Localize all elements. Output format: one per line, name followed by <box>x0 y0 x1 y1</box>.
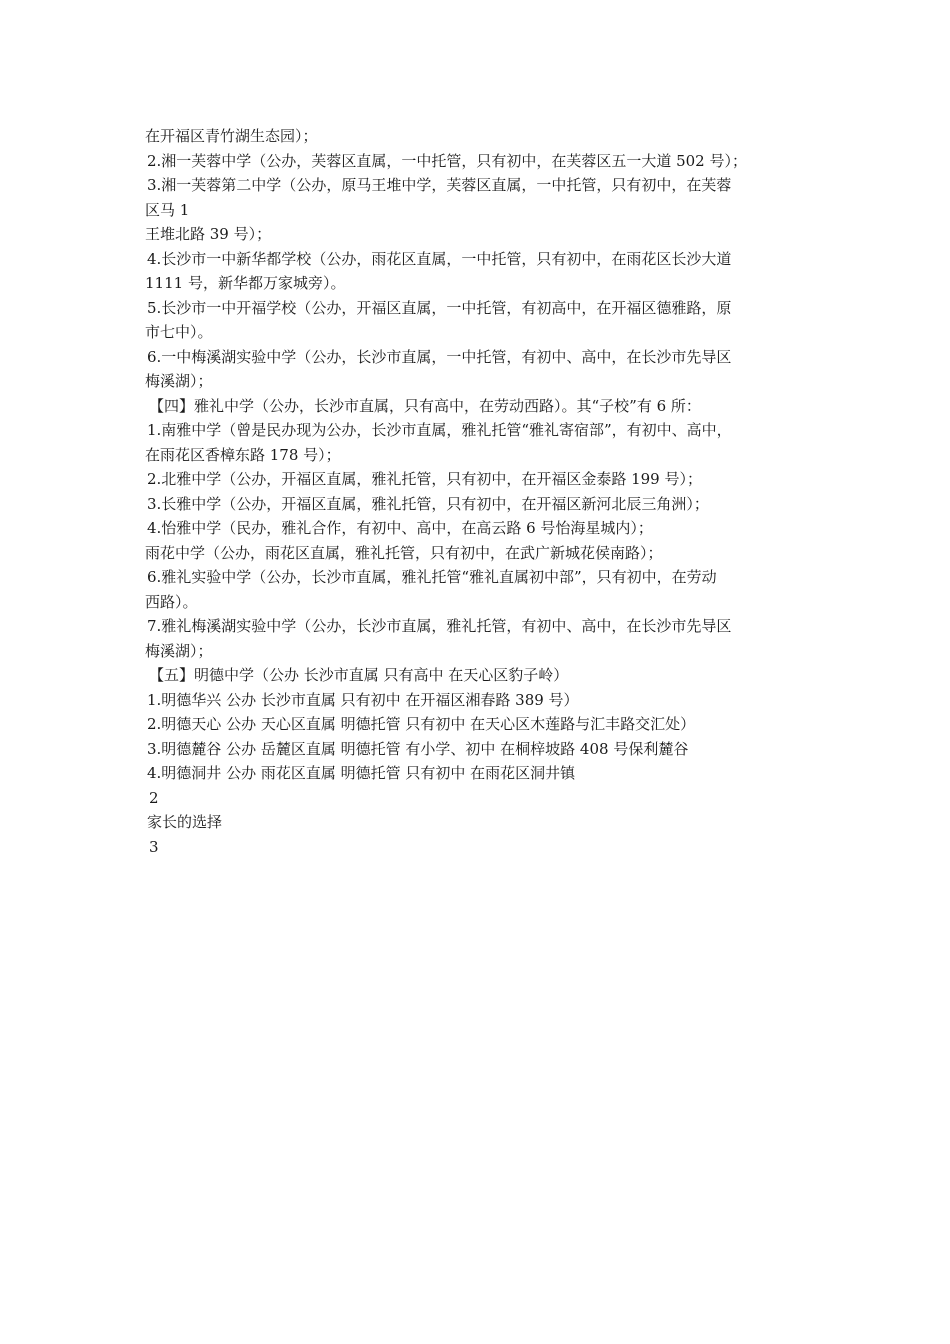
text-line: 4.明德洞井 公办 雨花区直属 明德托管 只有初中 在雨花区洞井镇 <box>147 764 576 782</box>
text-line: 1.南雅中学（曾是民办现为公办，长沙市直属，雅礼托管“雅礼寄宿部”，有初中、高中， <box>147 421 732 439</box>
text-line: 在雨花区香樟东路 178 号）； <box>145 445 341 464</box>
document-body <box>145 124 825 859</box>
text-line: 3.湘一芙蓉第二中学（公办，原马王堆中学，芙蓉区直属，一中托管，只有初中，在芙蓉 <box>147 176 732 194</box>
section-number: 3 <box>149 837 159 856</box>
text-line: 3.明德麓谷 公办 岳麓区直属 明德托管 有小学、初中 在桐梓坡路 408 号保利麓谷 <box>147 739 689 758</box>
text-line: 在开福区青竹湖生态园）； <box>145 127 318 145</box>
section-title: 家长的选择 <box>147 813 223 831</box>
text-line: 区马 1 <box>145 200 190 219</box>
text-line: 梅溪湖）； <box>145 641 213 660</box>
text-line: 1111 号，新华都万家城旁）。 <box>145 274 346 292</box>
text-line: 4.长沙市一中新华都学校（公办，雨花区直属，一中托管，只有初中，在雨花区长沙大道 <box>147 249 732 268</box>
section-heading: 【五】明德中学（公办 长沙市直属 只有高中 在天心区豹子岭） <box>149 666 569 684</box>
section-number: 2 <box>149 788 159 807</box>
text-line: 4.怡雅中学（民办，雅礼合作，有初中、高中，在高云路 6 号怡海星城内）； <box>147 519 653 537</box>
text-line: 1.明德华兴 公办 长沙市直属 只有初中 在开福区湘春路 389 号） <box>147 690 579 709</box>
text-line: 3.长雅中学（公办，开福区直属，雅礼托管，只有初中，在开福区新河北辰三角洲）； <box>147 494 709 513</box>
text-line: 2.北雅中学（公办，开福区直属，雅礼托管，只有初中，在开福区金泰路 199 号）； <box>147 470 702 488</box>
text-line: 6.一中梅溪湖实验中学（公办，长沙市直属，一中托管，有初中、高中，在长沙市先导区 <box>147 347 732 366</box>
text-line: 2.明德天心 公办 天心区直属 明德托管 只有初中 在天心区木莲路与汇丰路交汇处） <box>147 715 696 733</box>
section-heading: 【四】雅礼中学（公办，长沙市直属，只有高中，在劳动西路）。其“子校”有 6 所： <box>149 396 701 415</box>
text-line: 6.雅礼实验中学（公办，长沙市直属，雅礼托管“雅礼直属初中部”，只有初中，在劳动 <box>147 568 717 586</box>
text-line: 梅溪湖）； <box>145 372 213 390</box>
text-line: 西路）。 <box>145 592 198 611</box>
text-line: 雨花中学（公办，雨花区直属，雅礼托管，只有初中，在武广新城花侯南路）； <box>145 543 663 562</box>
text-line: 2.湘一芙蓉中学（公办，芙蓉区直属，一中托管，只有初中，在芙蓉区五一大道 502 号）； <box>147 151 747 170</box>
text-line: 7.雅礼梅溪湖实验中学（公办，长沙市直属，雅礼托管，有初中、高中，在长沙市先导区 <box>147 617 732 635</box>
text-line: 市七中）。 <box>145 323 213 341</box>
text-line: 王堆北路 39 号）； <box>145 225 272 243</box>
text-line: 5.长沙市一中开福学校（公办，开福区直属，一中托管，有初高中，在开福区德雅路，原 <box>147 298 732 317</box>
